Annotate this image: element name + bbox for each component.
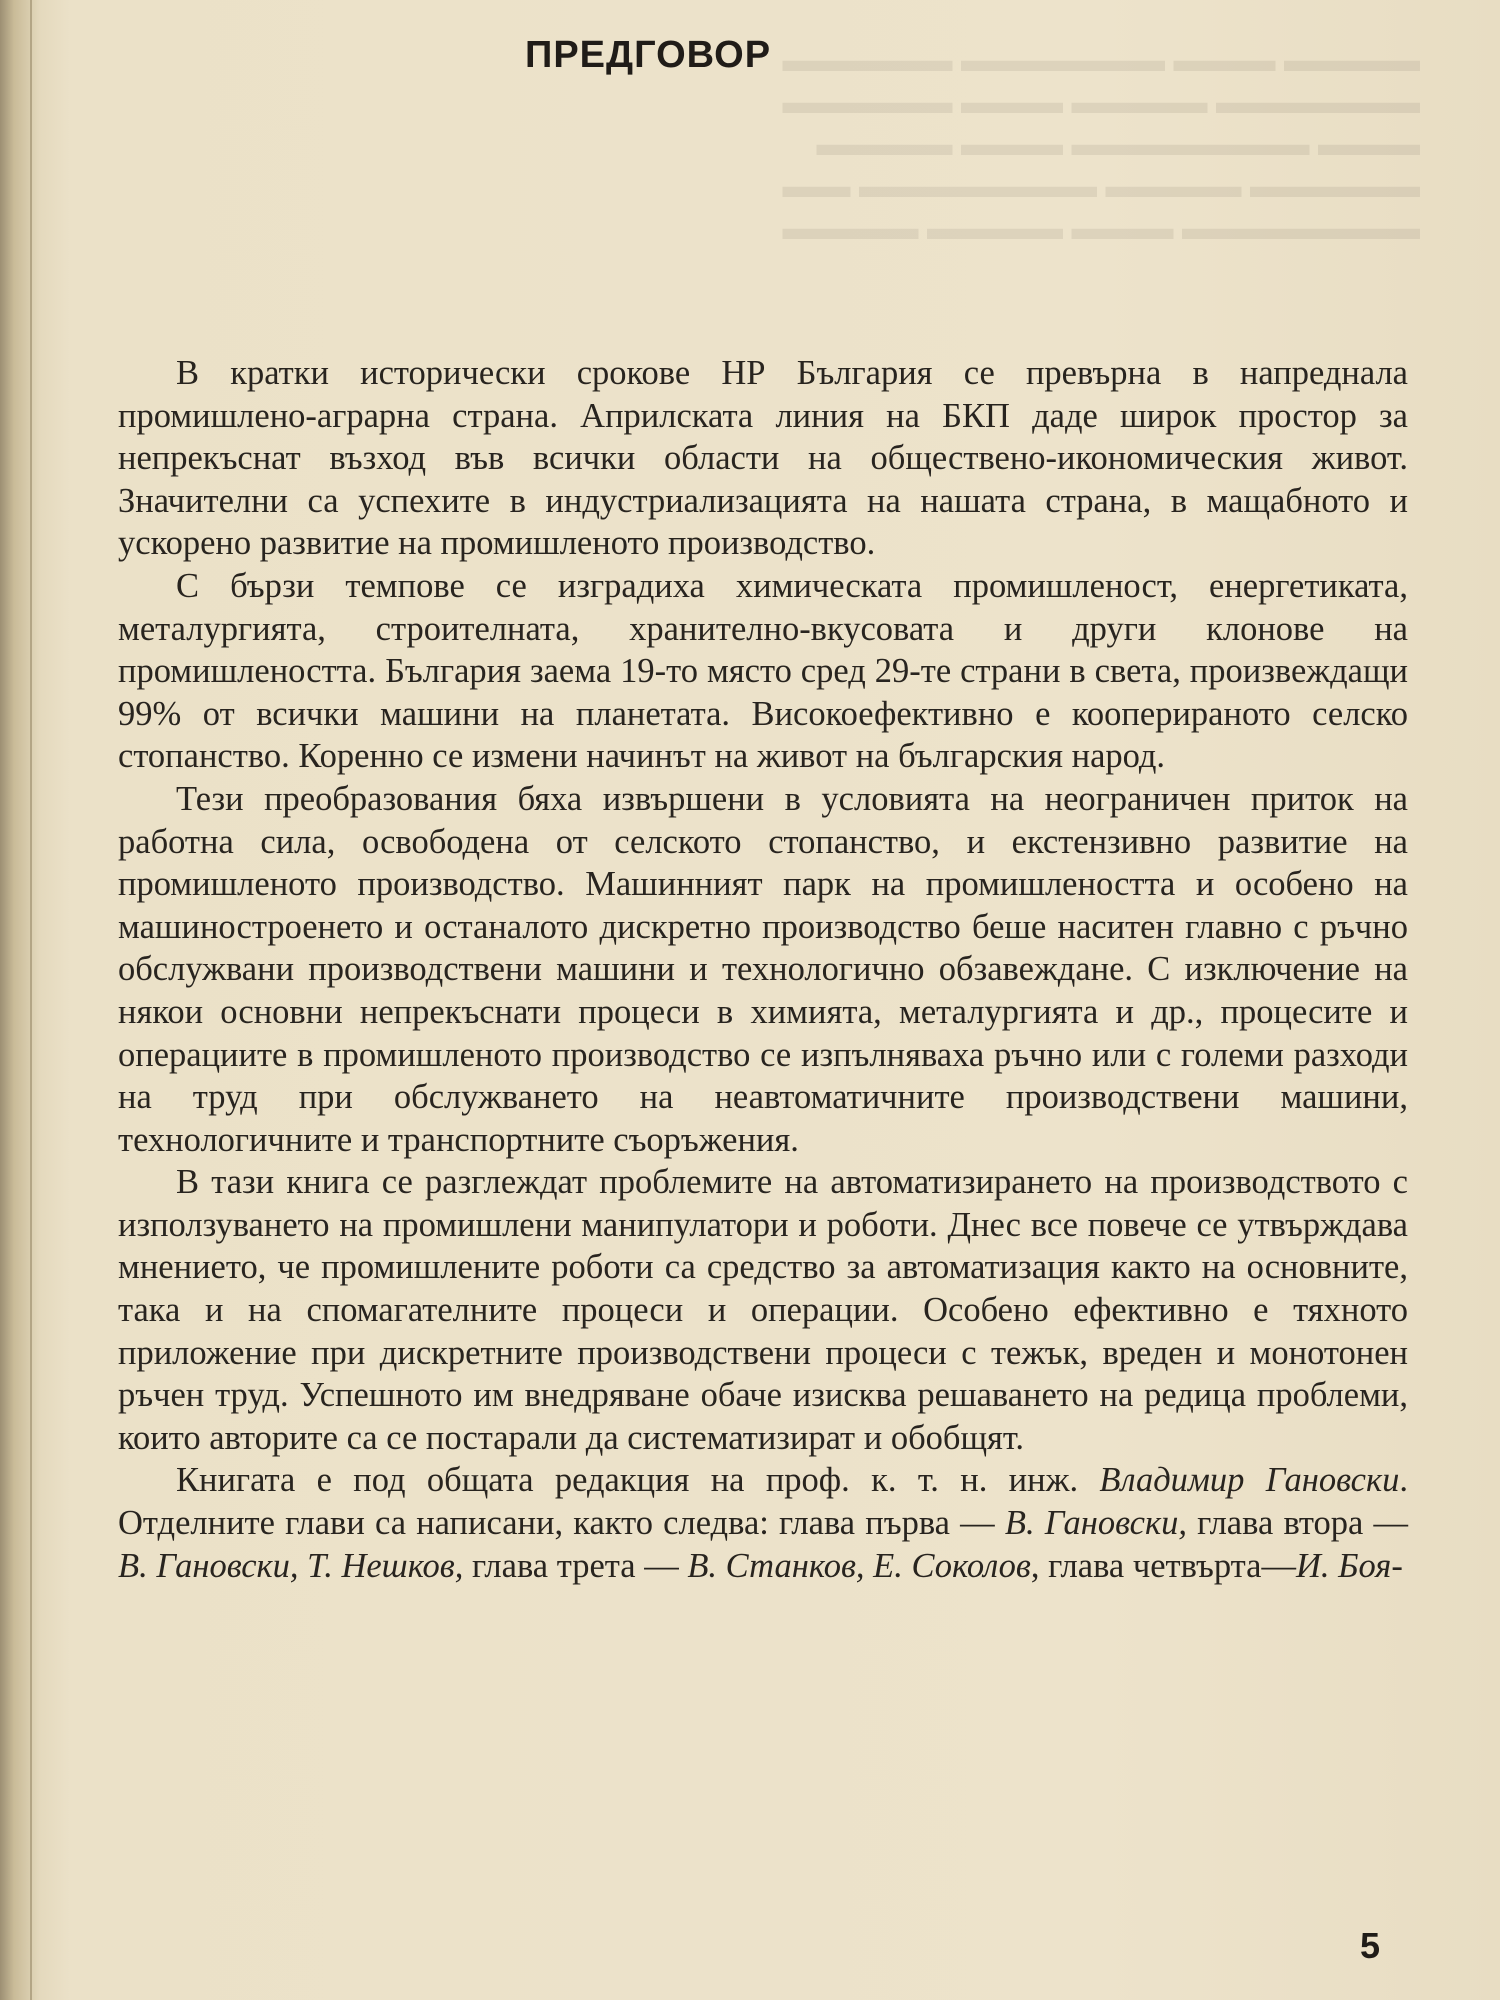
paragraph-5 <box>118 1459 1408 1587</box>
editor-name: Владимир Гановски <box>1099 1461 1400 1500</box>
chapter-2-label: глава втора — <box>1187 1504 1408 1543</box>
page-heading: ПРЕДГОВОР <box>525 34 772 76</box>
chapters-text: . Отделните глави са написани, както следва: глава първа — <box>118 1461 1408 1543</box>
chapter-4-label: , глава четвърта— <box>1030 1546 1296 1585</box>
paragraph-1: В кратки исторически срокове НР България се превърна в напреднала промишлено-аграрна страна. Априлската линия на БКП даде широк простор за непрекъснат възход във всички области на обществено-икономическия живот. Значителни са успехите в индустриализацията на нашата страна, в мащабното и ускорено развитие на промишленото производство. <box>118 354 1408 563</box>
editor-text: Книгата е под общата редакция на проф. к. т. н. инж. <box>176 1461 1100 1500</box>
paragraph-4: В тази книга се разглеждат проблемите на автоматизирането на производството с използуването на промишлени манипулатори и роботи. Днес все повече се утвърждава мнението, че промишлените роботи са средство за автоматизация както на основните, така и на спомагателните процеси и операции. Особено ефективно е тяхното приложение при дискретните производствени процеси с тежък, вреден и монотонен ръчен труд. Успешното им внедряване обаче изисква решаването на редица проблеми, които авторите са се постарали да систематизират и обобщят. <box>118 1163 1408 1457</box>
chapter-3-label: глава трета — <box>463 1546 688 1585</box>
chapter-2-authors: В. Гановски, Т. Нешков, <box>118 1546 464 1585</box>
page-number: 5 <box>1360 1925 1381 1966</box>
chapter-4-author: И. Боя- <box>1295 1546 1403 1585</box>
paragraph-2: С бързи темпове се изградиха химическата промишленост, енергетиката, металургията, строителната, хранително-вкусовата и други клонове на промишлеността. България заема 19-то място сред 29-те страни в света, произвеждащи 99% от всички машини на планетата. Високоефективно е кооперираното селско стопанство. Коренно се измени начинът на живот на българския народ. <box>118 566 1408 776</box>
page-gutter <box>30 0 32 2000</box>
foreword-body <box>118 352 1408 1587</box>
chapter-3-authors: В. Станков, Е. Соколов <box>687 1546 1031 1585</box>
bleed-through-texture: ▬▬▬▬ ▬▬▬ ▬▬▬▬▬▬ ▬▬▬▬▬ ▬▬▬▬▬▬ ▬▬▬▬ ▬▬▬ ▬▬▬▬▬ ▬▬▬ ▬▬▬▬▬▬▬ ▬▬▬ ▬▬▬▬ ▬▬▬▬▬ ▬▬▬▬ ▬▬▬▬▬▬▬ ▬▬ ▬▬▬▬▬▬▬ ▬▬▬ ▬▬▬▬ ▬▬▬▬ <box>782 42 1420 247</box>
chapter-1-author: В. Гановски, <box>1004 1504 1187 1543</box>
paragraph-3: Тези преобразования бяха извършени в условията на неограничен приток на работна сила, освободена от селското стопанство, и екстензивно развитие на промишленото производство. Машинният парк на промишлеността и особено на машиностроенето и останалото дискретно производство беше наситен главно с ръчно обслужвани производствени машини и технологично обзавеждане. С изключение на някои основни непрекъснати процеси в химията, металургията и др., процесите и операциите в промишленото производство се изпълняваха ръчно или с големи разходи на труд при обслужването на неавтоматичните производствени машини, технологичните и транспортните съоръжения. <box>118 779 1408 1159</box>
